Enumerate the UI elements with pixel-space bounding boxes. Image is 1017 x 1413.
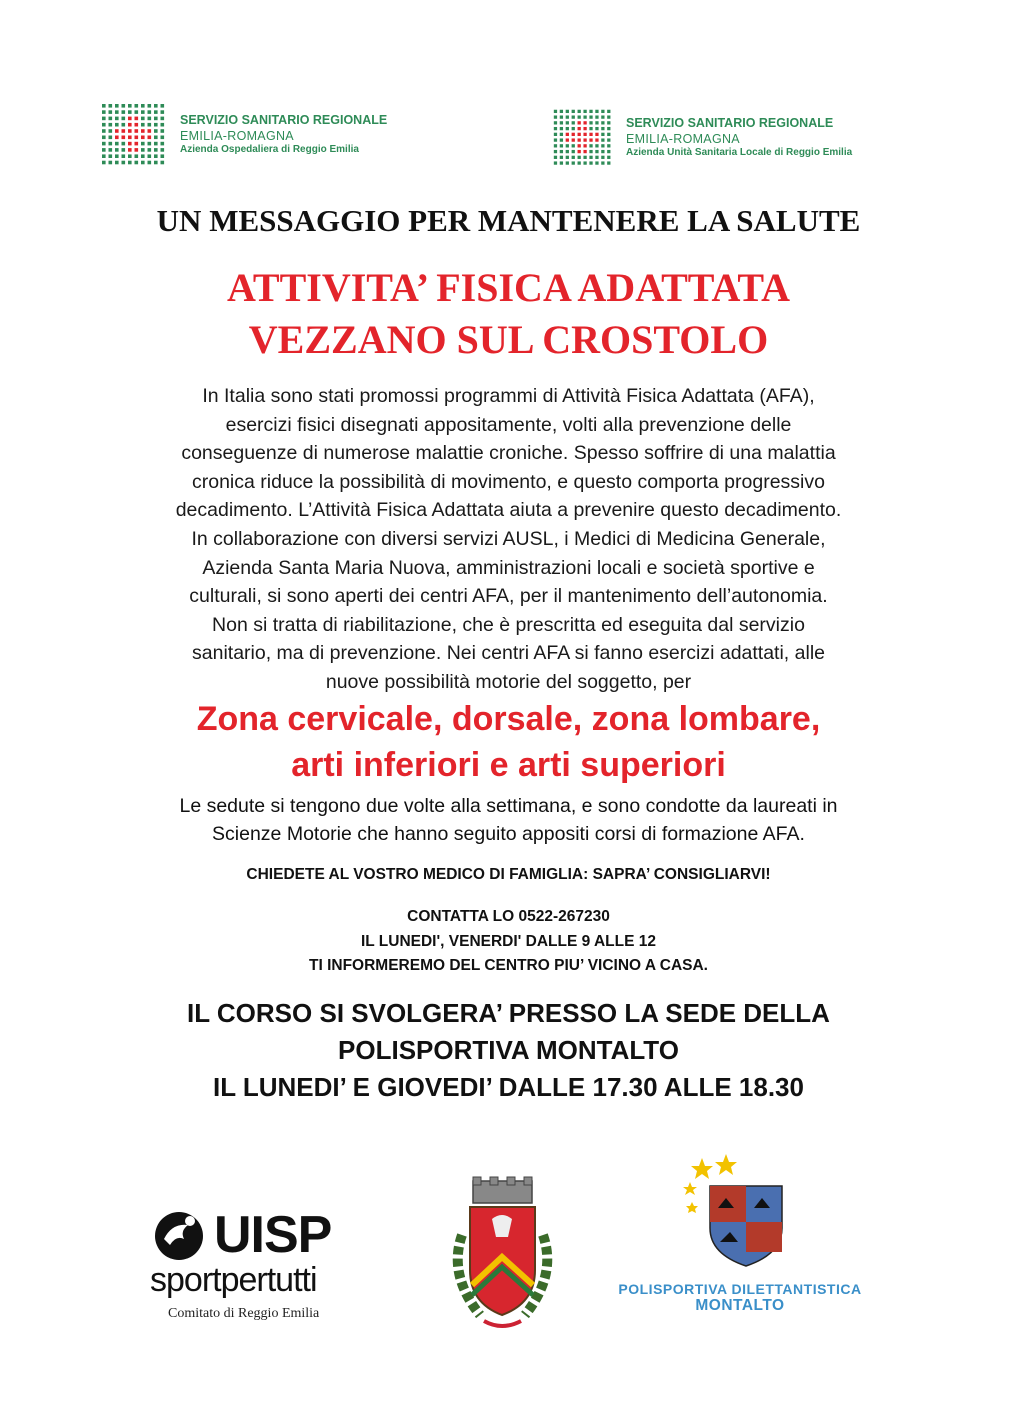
contact-hours: IL LUNEDI', VENERDI' DALLE 9 ALLE 12: [360, 932, 657, 950]
polisportiva-line1: POLISPORTIVA DILETTANTISTICA: [618, 1281, 862, 1297]
zones-line2: arti inferiori e arti superiori: [291, 746, 726, 784]
ssr-left-line3: Azienda Ospedaliera di Reggio Emilia: [180, 144, 359, 156]
uisp-committee: Comitato di Reggio Emilia: [168, 1306, 320, 1321]
contact-block: [0, 905, 1017, 979]
ssr-dots-icon: [552, 106, 614, 170]
chiedete-notice: CHIEDETE AL VOSTRO MEDICO DI FAMIGLIA: SAPRA’ CONSIGLIARVI!: [246, 866, 771, 883]
contact-info: TI INFORMEREMO DEL CENTRO PIU’ VICINO A CASA.: [308, 957, 708, 974]
title-line2: VEZZANO SUL CROSTOLO: [248, 317, 769, 362]
ssr-right-line3: Azienda Unità Sanitaria Locale di Reggio Emilia: [626, 147, 853, 159]
uisp-logo: [150, 1205, 365, 1322]
municipal-crest-icon: [440, 1175, 565, 1335]
polisportiva-shield-icon: [680, 1150, 800, 1270]
ssr-logo-ausl: [552, 106, 852, 170]
ssr-right-line1: SERVIZIO SANITARIO REGIONALE: [626, 116, 834, 131]
course-line3: IL LUNEDI’ E GIOVEDI’ DALLE 17.30 ALLE 18.30: [213, 1072, 804, 1102]
body-line: conseguenze di numerose malattie croniche. Spesso soffrire di una malattia: [181, 442, 836, 465]
ssr-dots-icon: [100, 102, 168, 168]
contact-phone: CONTATTA LO 0522-267230: [407, 908, 610, 925]
uisp-sub: sportpertutti: [150, 1261, 317, 1299]
ssr-right-line2: EMILIA-ROMAGNA: [626, 131, 740, 146]
body-paragraph: [0, 382, 1017, 697]
body-line: sanitario, ma di prevenzione. Nei centri AFA si fanno esercizi adattati, alle: [192, 642, 825, 665]
uisp-word: UISP: [214, 1206, 332, 1264]
body-line: culturali, si sono aperti dei centri AFA, per il mantenimento dell’autonomia.: [189, 585, 828, 608]
sedute-line1: Le sedute si tengono due volte alla settimana, e sono condotte da laureati in: [179, 795, 838, 817]
body-line: esercizi fisici disegnati appositamente, volti alla prevenzione delle: [225, 413, 792, 436]
body-line: In collaborazione con diversi servizi AUSL, i Medici di Medicina Generale,: [191, 527, 826, 550]
ssr-left-line2: EMILIA-ROMAGNA: [180, 128, 294, 143]
body-line: nuove possibilità motorie del soggetto, per: [325, 670, 692, 693]
course-line2: POLISPORTIVA MONTALTO: [338, 1035, 679, 1065]
ssr-left-line1: SERVIZIO SANITARIO REGIONALE: [180, 113, 388, 128]
body-line: decadimento. L’Attività Fisica Adattata aiuta a prevenire questo decadimento.: [175, 499, 842, 522]
ssr-logo-ospedaliera: [100, 102, 387, 168]
title-line1: ATTIVITA’ FISICA ADATTATA: [226, 265, 791, 310]
polisportiva-logo: [600, 1150, 880, 1315]
body-line: Azienda Santa Maria Nuova, amministrazioni locali e società sportive e: [202, 556, 815, 579]
sedute-text: [0, 792, 1017, 848]
polisportiva-line2: MONTALTO: [695, 1297, 785, 1314]
uisp-runner-icon: [150, 1209, 208, 1261]
sedute-line2: Scienze Motorie che hanno seguito appositi corsi di formazione AFA.: [212, 823, 805, 845]
body-line: cronica riduce la possibilità di movimento, e questo comporta progressivo: [192, 470, 825, 493]
headline: UN MESSAGGIO PER MANTENERE LA SALUTE: [156, 203, 861, 238]
course-line1: IL CORSO SI SVOLGERA’ PRESSO LA SEDE DELLA: [187, 998, 830, 1028]
zones-line1: Zona cervicale, dorsale, zona lombare,: [196, 700, 821, 738]
body-line: Non si tratta di riabilitazione, che è prescritta ed eseguita dal servizio: [212, 613, 805, 636]
course-block: [0, 995, 1017, 1106]
body-line: In Italia sono stati promossi programmi di Attività Fisica Adattata (AFA),: [202, 385, 815, 407]
